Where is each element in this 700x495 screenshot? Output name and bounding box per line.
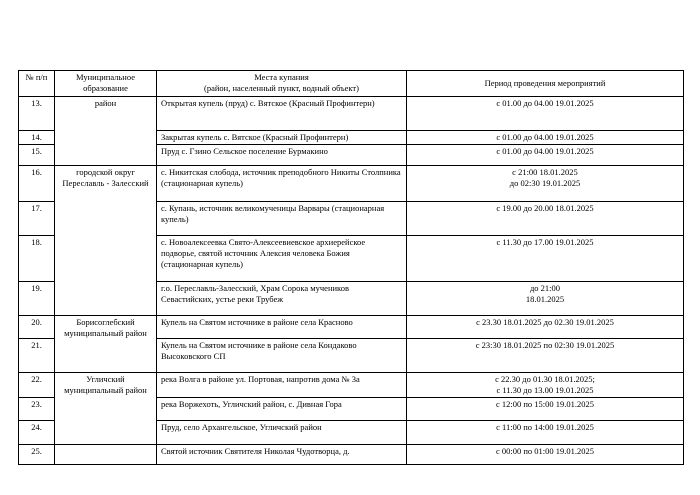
row-place: Пруд, село Архангельское, Угличский район <box>157 421 407 445</box>
row-num: 15. <box>19 145 55 166</box>
row-period <box>407 282 684 316</box>
header-municipality: Муниципальное образование <box>55 71 157 97</box>
row-period: с 00:00 по 01:00 19.01.2025 <box>407 445 684 465</box>
row-period: с 23:30 18.01.2025 по 02:30 19.01.2025 <box>407 339 684 373</box>
table-row <box>19 316 684 339</box>
row-period-line1: с 22.30 до 01.30 18.01.2025; <box>495 374 595 384</box>
row-place: г.о. Переславль-Залесский, Храм Сорока мучеников Севастийских, устье реки Трубеж <box>157 282 407 316</box>
row-period: с 12:00 по 15:00 19.01.2025 <box>407 398 684 421</box>
row-period-line2: 18.01.2025 <box>525 294 565 304</box>
municipality-cell: Борисоглебский муниципальный район <box>55 316 157 373</box>
header-period: Период проведения мероприятий <box>407 71 684 97</box>
municipality-cell: городской округ Переславль - Залесский <box>55 166 157 316</box>
row-place: река Волга в районе ул. Портовая, напротив дома № 3а <box>157 373 407 398</box>
row-place: Купель на Святом источнике в районе села Кондаково Высоковского СП <box>157 339 407 373</box>
row-period-line1: до 21:00 <box>529 283 561 293</box>
header-num: № п/п <box>19 71 55 97</box>
row-num: 19. <box>19 282 55 316</box>
row-num: 17. <box>19 202 55 236</box>
bathing-places-table <box>18 70 684 465</box>
table-row <box>19 373 684 398</box>
row-period-line1: с 21:00 18.01.2025 <box>512 167 578 177</box>
row-place: с. Никитская слобода, источник преподобного Никиты Столпника (стационарная купель) <box>157 166 407 202</box>
row-num: 16. <box>19 166 55 202</box>
municipality-cell: район <box>55 97 157 166</box>
header-place <box>157 71 407 97</box>
row-period: с 01.00 до 04.00 19.01.2025 <box>407 145 684 166</box>
header-row <box>19 71 684 97</box>
row-period: с 11.30 до 17.00 19.01.2025 <box>407 236 684 282</box>
table-row <box>19 166 684 202</box>
municipality-cell: Угличский муниципальный район <box>55 373 157 445</box>
row-num: 13. <box>19 97 55 131</box>
row-num: 18. <box>19 236 55 282</box>
row-period <box>407 373 684 398</box>
row-num: 23. <box>19 398 55 421</box>
row-period: с 23.30 18.01.2025 до 02.30 19.01.2025 <box>407 316 684 339</box>
row-period-line2: до 02:30 19.01.2025 <box>509 178 581 188</box>
row-place: Святой источник Святителя Николая Чудотворца, д. <box>157 445 407 465</box>
row-num: 24. <box>19 421 55 445</box>
row-place: с. Новоалексеевка Свято-Алексеевиевское архиерейское подворье, святой источник Алексия человека Божия (стационарная купель) <box>157 236 407 282</box>
row-place: река Воржехоть, Угличский район, с. Дивная Гора <box>157 398 407 421</box>
row-place: с. Купань, источник великомученицы Варвары (стационарная купель) <box>157 202 407 236</box>
row-place: Открытая купель (пруд) с. Вятское (Красный Профинтерн) <box>157 97 407 131</box>
row-num: 25. <box>19 445 55 465</box>
row-period: с 19.00 до 20.00 18.01.2025 <box>407 202 684 236</box>
row-period: с 11:00 по 14:00 19.01.2025 <box>407 421 684 445</box>
municipality-cell <box>55 445 157 465</box>
table-row <box>19 97 684 131</box>
row-place: Купель на Святом источнике в районе села Красново <box>157 316 407 339</box>
header-place-line1: Места купания <box>254 72 309 82</box>
row-period-line2: с 11.30 до 13.00 19.01.2025 <box>496 385 594 395</box>
row-period: с 01.00 до 04.00 19.01.2025 <box>407 131 684 145</box>
table-row <box>19 445 684 465</box>
row-num: 14. <box>19 131 55 145</box>
row-place: Закрытая купель с. Вятское (Красный Профинтерн) <box>157 131 407 145</box>
row-period: с 01.00 до 04.00 19.01.2025 <box>407 97 684 131</box>
header-place-line2: (район, населенный пункт, водный объект) <box>204 83 359 93</box>
row-num: 22. <box>19 373 55 398</box>
row-place: Пруд с. Гзино Сельское поселение Бурмакино <box>157 145 407 166</box>
row-period <box>407 166 684 202</box>
row-num: 21. <box>19 339 55 373</box>
row-num: 20. <box>19 316 55 339</box>
